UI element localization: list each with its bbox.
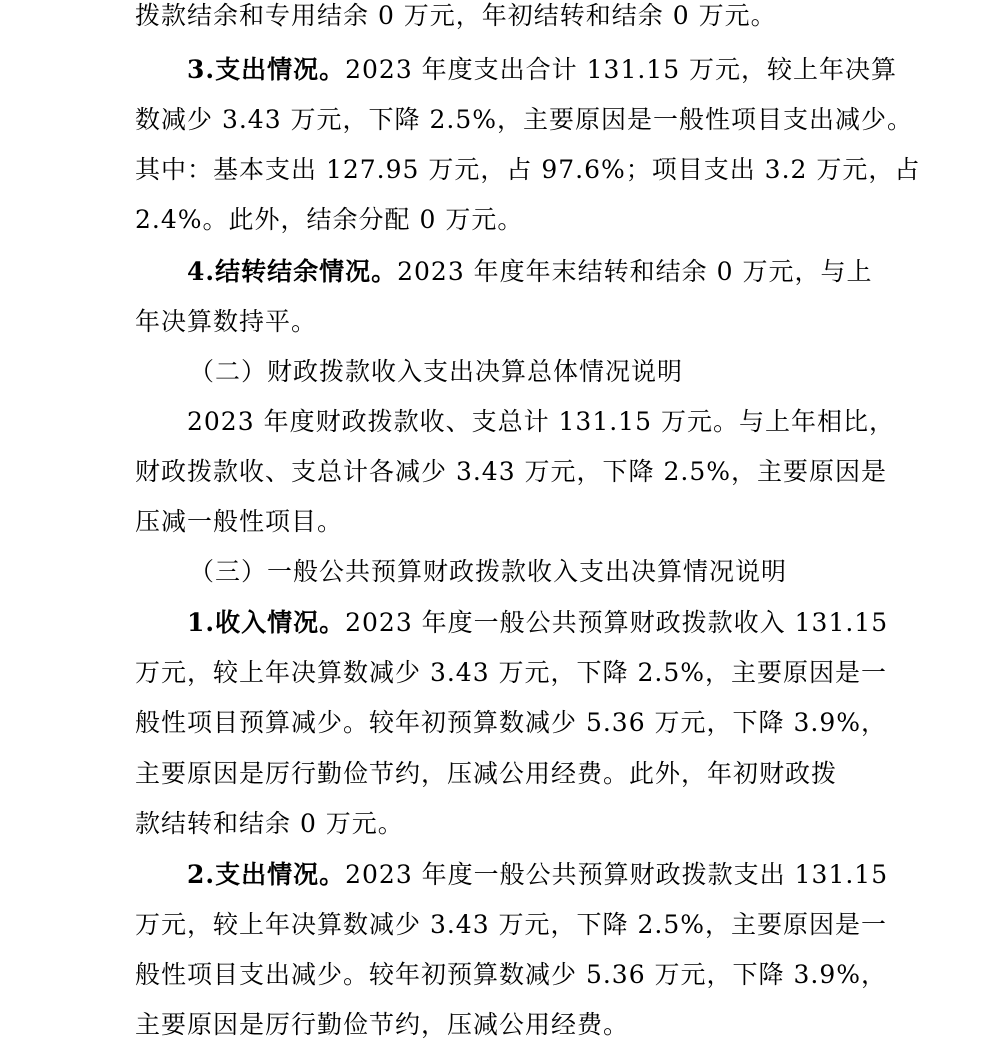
line-text: 2023 年度支出合计 131.15 万元，较上年决算 (345, 55, 898, 84)
line-text: 主要原因是厉行勤俭节约，压减公用经费。此外，年初财政拨 (135, 759, 838, 788)
paragraph-line (135, 150, 920, 190)
paragraph-line (135, 703, 887, 743)
line-text: 财政拨款收、支总计各减少 3.43 万元，下降 2.5%，主要原因是 (135, 457, 888, 486)
paragraph-line (187, 603, 888, 643)
section-heading: 2.支出情况。 (187, 860, 346, 889)
paragraph-line (135, 452, 887, 492)
line-text: 万元，较上年决算数减少 3.43 万元，下降 2.5%，主要原因是一 (135, 658, 888, 687)
line-text: 拨款结余和专用结余 0 万元，年初结转和结余 0 万元。 (135, 1, 777, 30)
line-text: 万元，较上年决算数减少 3.43 万元，下降 2.5%，主要原因是一 (135, 910, 888, 939)
paragraph-line (135, 905, 887, 945)
line-text: 数减少 3.43 万元，下降 2.5%，主要原因是一般性项目支出减少。 (135, 105, 914, 134)
line-text: 2023 年度一般公共预算财政拨款收入 131.15 (345, 608, 889, 637)
paragraph-line (187, 402, 895, 442)
paragraph-line (187, 252, 872, 292)
paragraph-line (187, 50, 897, 90)
line-text: （三）一般公共预算财政拨款收入支出决算情况说明 (189, 557, 788, 586)
paragraph-line (135, 955, 887, 995)
section-heading: 1.收入情况。 (187, 608, 346, 637)
line-text: 其中：基本支出 127.95 万元，占 97.6%；项目支出 3.2 万元，占 (135, 155, 921, 184)
line-text: （二）财政拨款收入支出决算总体情况说明 (189, 357, 684, 386)
paragraph-line (135, 653, 887, 693)
paragraph-line (135, 1005, 629, 1045)
line-text: 2023 年度一般公共预算财政拨款支出 131.15 (345, 860, 889, 889)
line-text: 般性项目支出减少。较年初预算数减少 5.36 万元，下降 3.9%， (135, 960, 888, 989)
line-text: 2023 年度年末结转和结余 0 万元，与上 (397, 257, 873, 286)
section-heading: 4.结转结余情况。 (187, 257, 398, 286)
section-heading: 3.支出情况。 (187, 55, 346, 84)
paragraph-line (135, 804, 404, 844)
line-text: 款结转和结余 0 万元。 (135, 809, 404, 838)
paragraph-line (135, 200, 523, 240)
subsection-title (189, 552, 787, 592)
paragraph-line (135, 100, 913, 140)
line-text: 主要原因是厉行勤俭节约，压减公用经费。 (135, 1010, 630, 1039)
line-text: 年决算数持平。 (135, 307, 318, 336)
line-text: 压减一般性项目。 (135, 507, 344, 536)
paragraph-line (135, 502, 343, 542)
paragraph-line (135, 754, 837, 794)
paragraph-line (135, 0, 777, 36)
paragraph-line (135, 302, 317, 342)
line-text: 般性项目预算减少。较年初预算数减少 5.36 万元，下降 3.9%， (135, 708, 888, 737)
paragraph-line (187, 855, 888, 895)
line-text: 2023 年度财政拨款收、支总计 131.15 万元。与上年相比， (187, 407, 895, 436)
line-text: 2.4%。此外，结余分配 0 万元。 (135, 205, 524, 234)
subsection-title (189, 352, 683, 392)
